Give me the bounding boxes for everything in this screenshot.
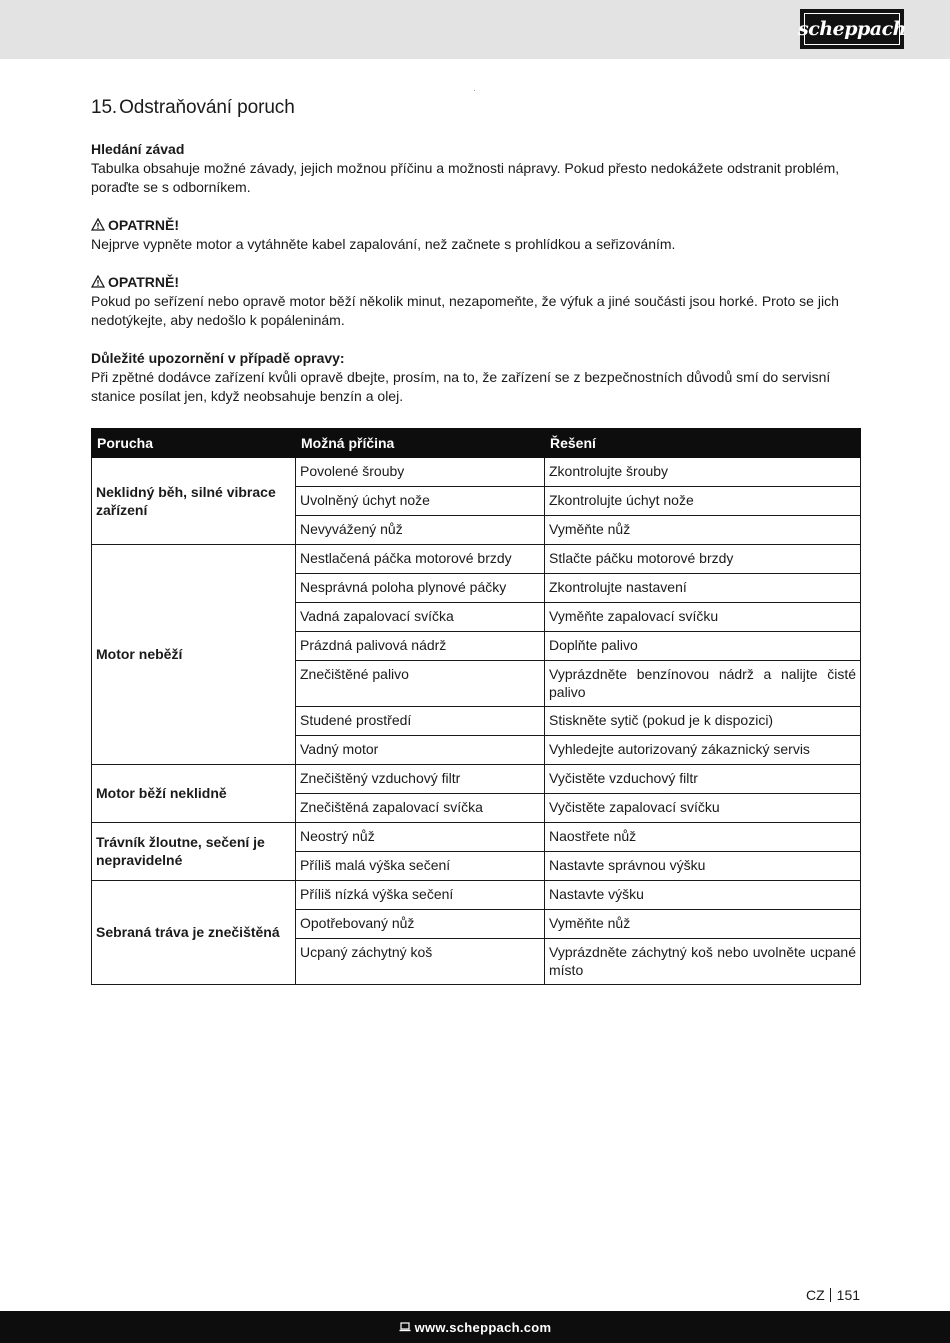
- solution-cell: Naostřete nůž: [545, 823, 861, 852]
- cause-cell: Neostrý nůž: [296, 823, 545, 852]
- warning-block-2: [91, 273, 860, 330]
- cause-cell: Příliš malá výška sečení: [296, 852, 545, 881]
- cause-cell: Znečištěná zapalovací svíčka: [296, 794, 545, 823]
- footer-url-link[interactable]: www.scheppach.com: [414, 1319, 552, 1335]
- cause-cell: Opotřebovaný nůž: [296, 910, 545, 939]
- cause-cell: Vadný motor: [296, 736, 545, 765]
- solution-cell: Vyměňte zapalovací svíčku: [545, 603, 861, 632]
- cause-cell: Vadná zapalovací svíčka: [296, 603, 545, 632]
- solution-cell: Stiskněte sytič (pokud je k dispozici): [545, 707, 861, 736]
- warning-label: OPATRNĚ!: [108, 274, 180, 290]
- cause-cell: Ucpaný záchytný koš: [296, 939, 545, 985]
- table-header-row: [92, 429, 861, 458]
- page-number: [806, 1287, 860, 1303]
- solution-cell: Stlačte páčku motorové brzdy: [545, 545, 861, 574]
- solution-cell: Zkontrolujte úchyt nože: [545, 487, 861, 516]
- solution-cell: Vyměňte nůž: [545, 910, 861, 939]
- column-header-solution: Řešení: [545, 429, 861, 458]
- solution-cell: Nastavte správnou výšku: [545, 852, 861, 881]
- solution-cell: Nastavte výšku: [545, 881, 861, 910]
- warning-text: Pokud po seřízení nebo opravě motor běží několik minut, nezapomeňte, že výfuk a jiné součásti jsou horké. Proto se jich nedotýkejte, aby nedošlo k popáleninám.: [91, 293, 839, 328]
- intro-heading: Hledání závad: [91, 141, 185, 157]
- fault-cell: Sebraná tráva je znečištěná: [92, 881, 296, 985]
- scheppach-logo: [800, 9, 904, 49]
- cause-cell: Znečištěné palivo: [296, 661, 545, 707]
- cause-cell: Prázdná palivová nádrž: [296, 632, 545, 661]
- solution-cell: Vyměňte nůž: [545, 516, 861, 545]
- repair-note-text: Při zpětné dodávce zařízení kvůli opravě dbejte, prosím, na to, že zařízení se z bezpečnostních důvodů smí do servisní stanice posílat jen, když neobsahuje benzín a olej.: [91, 369, 831, 404]
- table-row: [92, 765, 861, 794]
- solution-cell: Vyčistěte vzduchový filtr: [545, 765, 861, 794]
- cause-cell: Znečištěný vzduchový filtr: [296, 765, 545, 794]
- warning-triangle-icon: [91, 218, 105, 231]
- cause-cell: Nesprávná poloha plynové páčky: [296, 574, 545, 603]
- page-number-value: 151: [836, 1287, 861, 1303]
- table-row: [92, 823, 861, 852]
- fault-cell: Motor běží neklidně: [92, 765, 296, 823]
- troubleshooting-table: [91, 428, 861, 985]
- page-language: CZ: [806, 1287, 825, 1303]
- solution-cell: Doplňte palivo: [545, 632, 861, 661]
- warning-label: OPATRNĚ!: [108, 217, 180, 233]
- fault-cell: Trávník žloutne, sečení je nepravidelné: [92, 823, 296, 881]
- table-row: [92, 458, 861, 487]
- repair-note-block: [91, 349, 860, 406]
- page-number-divider: [830, 1288, 831, 1302]
- solution-cell: Vyhledejte autorizovaný zákaznický servis: [545, 736, 861, 765]
- cause-cell: Studené prostředí: [296, 707, 545, 736]
- fault-cell: Motor neběží: [92, 545, 296, 765]
- warning-text: Nejprve vypněte motor a vytáhněte kabel zapalování, než začnete s prohlídkou a seřizováním.: [91, 236, 676, 252]
- cause-cell: Příliš nízká výška sečení: [296, 881, 545, 910]
- solution-cell: Vyprázdněte benzínovou nádrž a nalijte čisté palivo: [545, 661, 861, 707]
- stray-dot: [474, 90, 475, 91]
- section-title: [91, 96, 860, 120]
- logo-text: scheppach: [804, 13, 900, 45]
- column-header-cause: Možná příčina: [296, 429, 545, 458]
- main-content: [91, 96, 860, 406]
- footer-band: [0, 1311, 950, 1343]
- cause-cell: Nestlačená páčka motorové brzdy: [296, 545, 545, 574]
- table-row: [92, 545, 861, 574]
- laptop-icon: [399, 1322, 411, 1332]
- cause-cell: Nevyvážený nůž: [296, 516, 545, 545]
- column-header-fault: Porucha: [92, 429, 296, 458]
- solution-cell: Zkontrolujte nastavení: [545, 574, 861, 603]
- warning-block-1: [91, 216, 860, 254]
- repair-note-heading: Důležité upozornění v případě opravy:: [91, 350, 345, 366]
- solution-cell: Vyprázdněte záchytný koš nebo uvolněte ucpané místo: [545, 939, 861, 985]
- intro-text: Tabulka obsahuje možné závady, jejich možnou příčinu a možnosti nápravy. Pokud přesto nedokážete odstranit problém, poraďte se s odborníkem.: [91, 160, 840, 195]
- solution-cell: Vyčistěte zapalovací svíčku: [545, 794, 861, 823]
- section-number: 15.: [91, 97, 118, 118]
- table-row: [92, 881, 861, 910]
- fault-cell: Neklidný běh, silné vibrace zařízení: [92, 458, 296, 545]
- section-title-text: Odstraňování poruch: [119, 97, 295, 118]
- cause-cell: Povolené šrouby: [296, 458, 545, 487]
- warning-triangle-icon: [91, 275, 105, 288]
- cause-cell: Uvolněný úchyt nože: [296, 487, 545, 516]
- intro-block: [91, 140, 860, 197]
- solution-cell: Zkontrolujte šrouby: [545, 458, 861, 487]
